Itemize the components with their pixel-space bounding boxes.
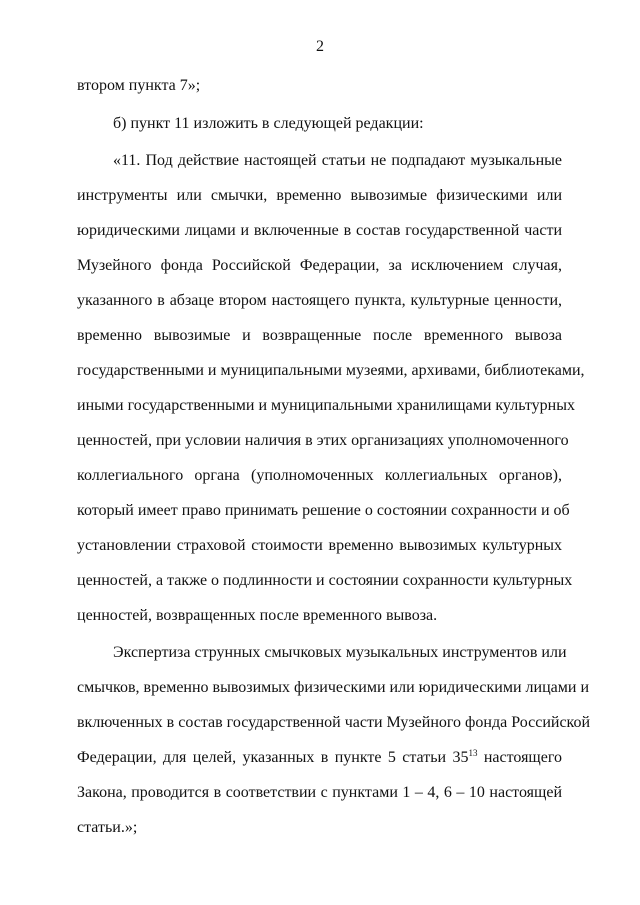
text-line: который имеет право принимать решение о состоянии сохранности и об	[77, 502, 570, 519]
text-segment: Федерации, для целей, указанных в пункте 5 статьи 35	[77, 749, 469, 766]
text-line: ценностей, а также о подлинности и состоянии сохранности культурных	[77, 572, 573, 589]
text-line: включенных в состав государственной части Музейного фонда Российской	[77, 714, 591, 731]
text-line: ценностей, возвращенных после временного вывоза.	[77, 607, 438, 624]
text-line: смычков, временно вывозимых физическими или юридическими лицами и	[77, 679, 589, 696]
text-line: статьи.»;	[77, 819, 138, 836]
text-line: государственными и муниципальными музеями, архивами, библиотеками,	[77, 362, 585, 379]
text-line: б) пункт 11 изложить в следующей редакции:	[113, 115, 424, 132]
text-line: иными государственными и муниципальными хранилищами культурных	[77, 397, 575, 414]
text-line: «11. Под действие настоящей статьи не подпадают музыкальные	[113, 152, 562, 169]
text-line: установлении страховой стоимости временно вывозимых культурных	[77, 537, 562, 554]
text-line: юридическими лицами и включенные в состав государственной части	[77, 222, 562, 239]
text-line: ценностей, при условии наличия в этих организациях уполномоченного	[77, 432, 569, 449]
text-line: Экспертиза струнных смычковых музыкальных инструментов или	[113, 644, 567, 661]
page-number: 2	[316, 38, 324, 55]
text-line: указанного в абзаце втором настоящего пункта, культурные ценности,	[77, 292, 562, 309]
text-segment: настоящего	[477, 749, 563, 766]
superscript: 13	[468, 748, 478, 758]
text-line: Закона, проводится в соответствии с пунктами 1 – 4, 6 – 10 настоящей	[77, 784, 562, 801]
text-line: временно вывозимые и возвращенные после временного вывоза	[77, 327, 562, 344]
text-line: коллегиального органа (уполномоченных коллегиальных органов),	[77, 467, 562, 484]
text-line: втором пункта 7»;	[77, 77, 201, 94]
text-line	[77, 748, 562, 768]
text-line: инструменты или смычки, временно вывозимые физическими или	[77, 187, 562, 204]
text-line: Музейного фонда Российской Федерации, за исключением случая,	[77, 257, 562, 274]
